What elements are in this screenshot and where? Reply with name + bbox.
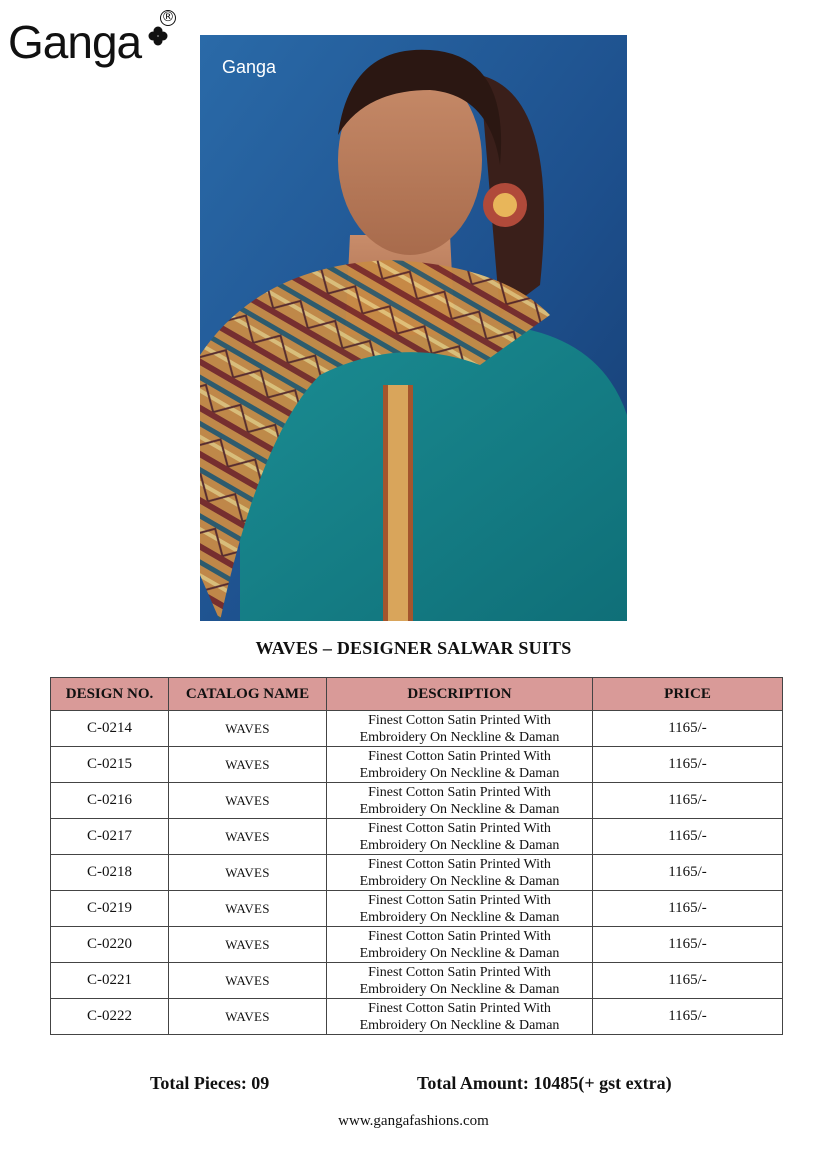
model-photo <box>200 35 627 621</box>
price-cell: 1165/- <box>593 747 783 783</box>
description-line-2: Embroidery On Neckline & Daman <box>359 909 560 925</box>
page-title: WAVES – DESIGNER SALWAR SUITS <box>255 638 572 658</box>
table-row <box>51 747 783 783</box>
description-cell <box>327 819 593 855</box>
description-line-2: Embroidery On Neckline & Daman <box>359 873 560 889</box>
header-description: DESCRIPTION <box>327 678 593 711</box>
catalog-name-cell: WAVES <box>169 819 327 855</box>
description-line-1: Finest Cotton Satin Printed With <box>368 748 551 764</box>
description-line-1: Finest Cotton Satin Printed With <box>368 820 551 836</box>
logo-text: Ganga <box>8 16 142 68</box>
design-no-cell: C-0218 <box>51 855 169 891</box>
price-cell: 1165/- <box>593 855 783 891</box>
table-row <box>51 783 783 819</box>
price-cell: 1165/- <box>593 783 783 819</box>
design-no-cell: C-0217 <box>51 819 169 855</box>
description-line-2: Embroidery On Neckline & Daman <box>359 837 560 853</box>
clover-icon <box>148 26 168 46</box>
description-line-2: Embroidery On Neckline & Daman <box>359 729 560 745</box>
catalog-name-cell: WAVES <box>169 999 327 1035</box>
price-cell: 1165/- <box>593 927 783 963</box>
design-no-cell: C-0214 <box>51 711 169 747</box>
table-row <box>51 819 783 855</box>
design-no-cell: C-0215 <box>51 747 169 783</box>
description-cell <box>327 891 593 927</box>
catalog-name-cell: WAVES <box>169 927 327 963</box>
description-line-2: Embroidery On Neckline & Daman <box>359 981 560 997</box>
description-line-1: Finest Cotton Satin Printed With <box>368 928 551 944</box>
price-cell: 1165/- <box>593 999 783 1035</box>
price-table <box>50 677 783 1035</box>
description-line-1: Finest Cotton Satin Printed With <box>368 784 551 800</box>
price-cell: 1165/- <box>593 891 783 927</box>
description-line-2: Embroidery On Neckline & Daman <box>359 1017 560 1033</box>
table-header-row <box>51 678 783 711</box>
design-no-cell: C-0219 <box>51 891 169 927</box>
description-line-1: Finest Cotton Satin Printed With <box>368 1000 551 1016</box>
design-no-cell: C-0222 <box>51 999 169 1035</box>
table-row <box>51 711 783 747</box>
description-line-1: Finest Cotton Satin Printed With <box>368 964 551 980</box>
description-cell <box>327 783 593 819</box>
design-no-cell: C-0220 <box>51 927 169 963</box>
catalog-name-cell: WAVES <box>169 747 327 783</box>
description-line-2: Embroidery On Neckline & Daman <box>359 801 560 817</box>
header-design-no: DESIGN NO. <box>51 678 169 711</box>
description-cell <box>327 963 593 999</box>
description-cell <box>327 855 593 891</box>
design-no-cell: C-0221 <box>51 963 169 999</box>
design-no-cell: C-0216 <box>51 783 169 819</box>
description-line-1: Finest Cotton Satin Printed With <box>368 712 551 728</box>
description-line-2: Embroidery On Neckline & Daman <box>359 945 560 961</box>
price-cell: 1165/- <box>593 819 783 855</box>
table-row <box>51 855 783 891</box>
price-cell: 1165/- <box>593 711 783 747</box>
ganga-logo <box>8 8 178 78</box>
description-cell <box>327 927 593 963</box>
description-cell <box>327 999 593 1035</box>
total-amount: Total Amount: 10485(+ gst extra) <box>417 1073 672 1093</box>
table-row <box>51 891 783 927</box>
website-url: www.gangafashions.com <box>338 1113 489 1129</box>
description-line-1: Finest Cotton Satin Printed With <box>368 856 551 872</box>
table-row <box>51 927 783 963</box>
catalog-name-cell: WAVES <box>169 963 327 999</box>
header-catalog-name: CATALOG NAME <box>169 678 327 711</box>
price-cell: 1165/- <box>593 963 783 999</box>
total-pieces: Total Pieces: 09 <box>150 1073 270 1093</box>
header-price: PRICE <box>593 678 783 711</box>
description-cell <box>327 711 593 747</box>
catalog-name-cell: WAVES <box>169 855 327 891</box>
registered-mark: ® <box>161 10 175 25</box>
catalog-name-cell: WAVES <box>169 891 327 927</box>
description-line-1: Finest Cotton Satin Printed With <box>368 892 551 908</box>
catalog-name-cell: WAVES <box>169 711 327 747</box>
description-cell <box>327 747 593 783</box>
table-row <box>51 999 783 1035</box>
photo-brand-watermark: Ganga <box>222 57 277 77</box>
catalog-name-cell: WAVES <box>169 783 327 819</box>
table-row <box>51 963 783 999</box>
description-line-2: Embroidery On Neckline & Daman <box>359 765 560 781</box>
